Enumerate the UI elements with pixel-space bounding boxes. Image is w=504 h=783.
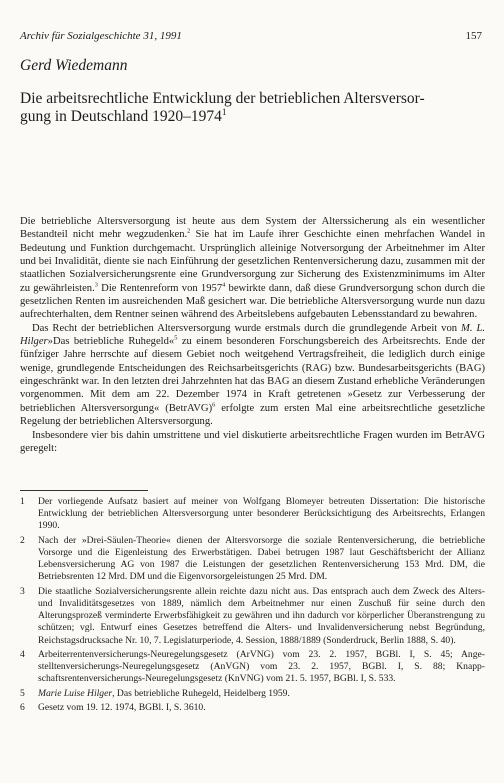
p2-text-d: erfolgte zum ersten Mal eine arbeitsrechtliche gesetzliche Regelung der betrieblichen Altersversorgung. [20, 402, 486, 428]
footnote-text: Arbeiterrentenversicherungs-Neuregelungsgesetz (ArVNG) vom 23. 2. 1957, BGBl. I, S. 45; Angestelltenversicherungs-Neuregelungsgesetz (AnVGN) vom 23. 2. 1957, BGBl. I, S. 88; Knappschaftsrentenversicherungs-Neuregelungsgesetz (KnVNG) vom 21. 5. 1957, BGBl. I, S. 533. [38, 649, 485, 685]
journal-citation: Archiv für Sozialgeschichte 31, 1991 [20, 30, 182, 42]
footnote-text: Gesetz vom 19. 12. 1974, BGBl. I, S. 3610. [38, 702, 206, 714]
title-line-2: gung in Deutschland 1920–1974 [20, 108, 222, 125]
footnote-number: 6 [20, 702, 25, 714]
footnote-ref-4[interactable]: 4 [222, 281, 226, 289]
footnote-2 [20, 535, 485, 584]
title-footnote-ref[interactable]: 1 [221, 107, 227, 118]
p2-text-b: »Das betriebliche Ruhegeld« [47, 336, 175, 348]
footnote-1 [20, 496, 485, 533]
p1-text-a: Die betriebliche Altersversorgung ist heute aus dem System der Alterssicherung als ein wesentlicher Bestandteil nicht mehr wegzudenken. [20, 216, 485, 241]
footnote-6 [20, 702, 485, 714]
footnote-text: Die staatliche Sozialversicherungsrente allein reichte dazu nicht aus. Das entsprach auch dem Zweck des Alters- und Invaliditätsgesetzes von 1889, nämlich dem Arbeitnehmer nur einen Zuschuß für seine durch den Alterungsprozeß verminderte Erwerbsfähigkeit zu gewähren und ihn dadurch vor körperlicher Überanstrengung zu schützen; vgl. Entwurf eines Gesetzes betreffend die Alters- und Invalidenversicherung nebst Begründung, Reichstagsdrucksache Nr. 10, 7. Legislaturperiode, 4. Session, 1888/1889 (Sonderdruck, Berlin 1888, S. 40). [38, 585, 485, 646]
paragraph-1 [20, 215, 485, 322]
footnote-text: Nach der »Drei-Säulen-Theorie« dienen der Altersvorsorge die soziale Rentenversicherung, die betriebliche Vorsorge und die Eigenleistung des Erwerbstätigen. Dabei betrugen 1987 laut Geschäftsbericht der Allianz Lebensversicherung AG von 1987 die Leistungen der gesetzlichen Rentenversicherung 153 Mrd. DM, die Betriebsrenten 12 Mrd. DM und die Eigenvorsorgeleistungen 25 Mrd. DM. [38, 534, 485, 583]
footnote-number: 5 [20, 687, 25, 699]
author-name: Gerd Wiedemann [20, 57, 128, 74]
running-head [20, 30, 482, 43]
footnotes [20, 496, 485, 717]
footnote-3 [20, 586, 485, 647]
p1-text-b: Sie hat im Laufe ihrer Geschichte einen mehrfachen Wandel in Bedeutung und Funktion durchgemacht. Ursprünglich alleinige Notversorgung der Arbeitnehmer im Alter und bei Invalidität, diente sie nach Einführung der gesetzlichen Rentenversicherung dazu, zusammen mit der staatlichen Sozialversicherungsrente eine Grundversorgung zur Sicherung des Existenzminimums im Alter zu gewährleisten. [20, 229, 485, 294]
article-body [20, 215, 485, 455]
footnote-ref-2[interactable]: 2 [187, 227, 191, 235]
footnote-number: 4 [20, 649, 25, 660]
footnote-5 [20, 688, 485, 700]
paragraph-2 [20, 322, 485, 429]
p2-author-name: M. L. Hilger [20, 322, 485, 348]
paragraph-3: Insbesondere vier bis dahin umstrittene und viel diskutierte arbeitsrechtliche Fragen wurden im BetrAVG geregelt: [20, 429, 485, 454]
page-number: 157 [465, 30, 482, 42]
title-line-1: Die arbeitsrechtliche Entwicklung der betrieblichen Altersversor- [20, 90, 425, 107]
footnote-number: 2 [20, 534, 25, 546]
p2-text-a: Das Recht der betrieblichen Altersversorgung wurde erstmals durch die grundlegende Arbeit von [32, 322, 462, 334]
p1-text-c: Die Rentenreform von 1957 [97, 282, 223, 294]
footnote-number: 1 [20, 496, 25, 507]
footnote-number: 3 [20, 585, 25, 597]
footnote-text: Der vorliegende Aufsatz basiert auf meiner von Wolfgang Blomeyer betreuten Dissertation: Die historische Entwicklung der betrieblichen Altersversorgung unter besonderer Berücksichtigung des Arbeitsrechts, Erlangen 1990. [38, 496, 485, 532]
footnote-text: , Das betriebliche Ruhegeld, Heidelberg 1959. [112, 687, 290, 699]
footnote-ref-3[interactable]: 3 [94, 281, 98, 289]
footnote-author-name: Marie Luise Hilger [38, 687, 113, 699]
footnote-ref-6[interactable]: 6 [212, 401, 216, 409]
p1-text-d: bewirkte dann, daß diese Grundversorgung schon durch die gesetzlichen Renten im ausreichenden Maß gesichert war. Die betriebliche Altersversorgung wurde nun dazu aufrechterhalten, dem Rentner seinen während des Arbeitslebens aufgebauten Lebensstandard zu bewahren. [20, 282, 485, 321]
article-title [20, 90, 490, 126]
p2-text-c: zu einem besonderen Forschungsbereich des Arbeitsrechts. Ende der fünfziger Jahre herrschte auf diesem Gebiet noch weitgehend Vertragsfreiheit, die lediglich durch einige wenige, grundlegende Entscheidungen des Reichsarbeitsgerichts (RAG) bzw. Bundesarbeitsgerichts (BAG) eingeschränkt war. In den letzten drei Jahrzehnten hat das BAG an diesem Zustand erhebliche Veränderungen vorgenommen. Mit dem am 22. Dezember 1974 in Kraft getretenen »Gesetz zur Verbesserung der betrieblichen Altersversorgung« (BetrAVG) [20, 336, 485, 414]
footnote-divider [20, 490, 148, 491]
footnote-4 [20, 649, 485, 686]
footnote-ref-5[interactable]: 5 [174, 334, 178, 342]
